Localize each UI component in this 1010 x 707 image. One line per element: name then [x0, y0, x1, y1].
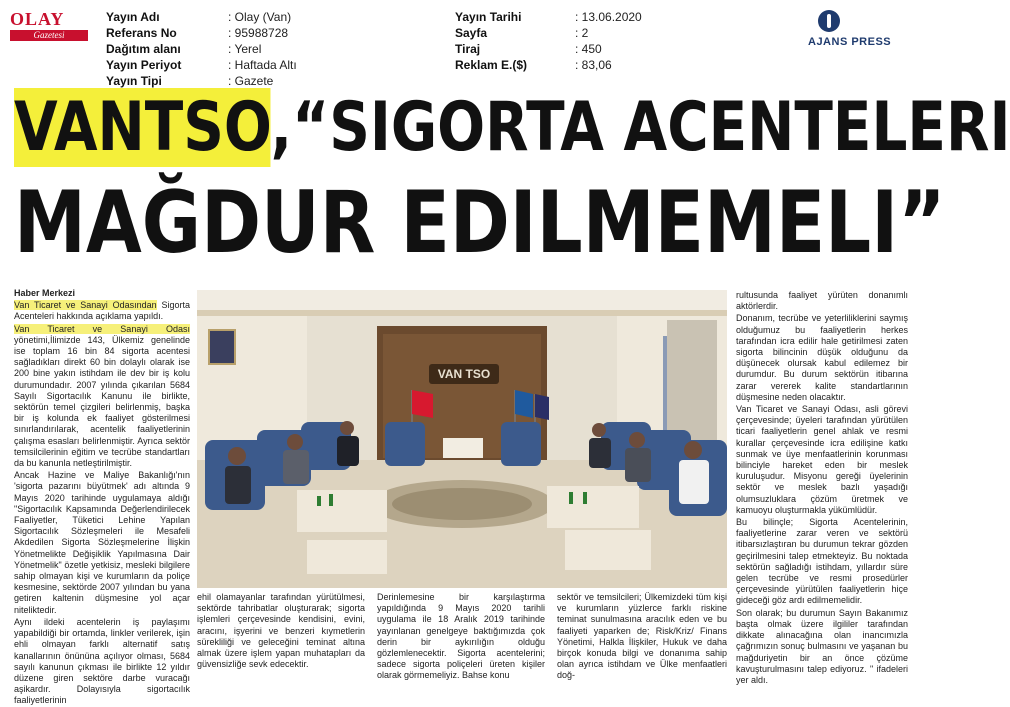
meta-value: : 95988728 — [228, 26, 289, 40]
logo-sub: Gazetesi — [10, 30, 88, 41]
article-column-left — [14, 288, 190, 706]
meta-label: Yayın Periyot — [106, 58, 182, 72]
meta-label: Tiraj — [455, 42, 481, 56]
meta-value: : Gazete — [228, 74, 274, 88]
meta-label: Sayfa — [455, 26, 488, 40]
paragraph: Van Ticaret ve Sanayi Odası, asli görevi çerçevesinde; üyeleri tarafından yürütülen ticari faaliyetlerin genel ahlak ve resmi kurallar çerçevesinde icra edilişine katkı sunmak ve üye menfaatlerinin korunması bilinciyle hareket eden bir meslek kuruluşudur. Misyonu gereği üyelerinin sektör ve meslek bazlı yaşadığı olumsuzluklara çözüm üretmek ve kamuoyu oluşturmakla yükümlüdür. — [736, 404, 908, 515]
headline-highlight: VANTSO — [14, 88, 271, 167]
paragraph: rultusunda faaliyet yürüten donanımlı aktörlerdir. — [736, 290, 908, 312]
meta-value: : 2 — [575, 26, 589, 40]
paragraph: Aynı ildeki acentelerin iş paylaşımı yapabildiği bir ortamda, linkler verilerek, işin ehli olmayan farklı alternatif satış kanallarının önününa açılıyor olması, 5684 sayılı kanunun çıkması ile birlikte 12 yıldır düzene giren sektöre darbe vuracağı aşikardır. Dolayısıyla sigortacılık faaliyetlerinin — [14, 616, 190, 706]
paragraph-text: Sigorta Acenteleri hakkında açıklama yapıldı. — [14, 300, 190, 322]
article-column-right — [736, 290, 908, 685]
logo-name: OLAY — [10, 9, 65, 29]
paragraph: Derinlemesine bir karşılaştırma yapıldığında 9 Mayıs 2020 tarihli uygulama ile 18 Aralık 2019 tarihinde yayınlanan genelgeye baktığımızda çok derin bir aykırılığın olduğu gözlemlenecektir. Sigorta acentelerini; sadece sigorta poliçeleri üreten kişiler olarak görmemeliyiz. Bahse konu — [377, 592, 545, 681]
meta-value: : 83,06 — [575, 58, 612, 72]
meta-value: : Haftada Altı — [228, 58, 297, 72]
byline: Haber Merkezi — [14, 288, 76, 298]
meta-value: : 13.06.2020 — [575, 10, 642, 24]
meta-label: Yayın Adı — [106, 10, 160, 24]
meeting-photo — [197, 290, 727, 588]
headline-line-1 — [14, 88, 1010, 167]
paragraph — [14, 324, 190, 470]
agency-mark-icon — [818, 10, 840, 32]
meta-label: Yayın Tarihi — [455, 10, 522, 24]
paragraph: Bu bilinçle; Sigorta Acentelerinin, faaliyetlerine zarar veren ve sektörü itibarsızlaştıran bu durumun tekrar gözden geçirilmesini talep etmekteyiz. Bu noktada sektörün sağladığı istihdam, yıllardır süre gelen tecrübe ve resmi prosedürler çerçevesinde yürütülen faaliyetlerin hiçe gideceği göz ardı edilmemelidir. — [736, 517, 908, 606]
paragraph: Ancak Hazine ve Maliye Bakanlığı'nın 'sigorta pazarını büyütmek' adı altında 9 Mayıs 2020 tarihinde uygulamaya aldığı "Sigortacılık Kapsamında Değerlendirilecek Faaliyetler, Tüketici Lehine Yapılan Sigortacılık Sözleşmeleri ile Mesafeli Akdedilen Sigorta Sözleşmelerine İlişkin Yönetmelikte Değişiklik Yapılmasına Dair Yönetmelik" özetle yetkisiz, mesleki bilgilere sahip olmayan kişi ve kurumların da poliçe kesmesine, sektörde 2007 yılından bu yana getiren kaltenin düşmesine yol açar niteliktedir. — [14, 470, 190, 615]
clipping-header — [0, 0, 920, 90]
paragraph: ehil olamayanlar tarafından yürütülmesi, sektörde tahribatlar oluşturarak; sigorta işlemleri çerçevesinde kendisini, evini, aracını, işyerini ve benzeri kıymetlerin sürekliliği ve geleceğini teminat altına almak üzere işlem yapan muhatapları da güvensizliğe sevk edecektir. — [197, 592, 365, 670]
highlighted-text: Van Ticaret ve Sanayi Odası — [14, 323, 190, 334]
meta-value: : Yerel — [228, 42, 262, 56]
article-column-b1 — [197, 592, 365, 678]
meta-label: Dağıtım alanı — [106, 42, 181, 56]
newspaper-logo — [10, 10, 88, 40]
wall-logo-text: VAN TSO — [437, 367, 491, 381]
article-column-b3 — [557, 592, 727, 681]
paragraph: sektör ve temsilcileri; Ülkemizdeki tüm kişi ve kurumların yüzlerce farklı riskine teminat sunulmasına aracılık eden ve bu faaliyeti yaparken de; Risk/Kriz/ Finans Yönetimi, Halkla İlişkiler, Hukuk ve daha birçok konuda bilgi ve donanıma sahip olan ayrıca istihdam ve Ülke menfaatleri doğ- — [557, 592, 727, 681]
agency-logo — [808, 10, 918, 50]
headline-line-2: MAĞDUR EDILMEMELI” — [14, 173, 946, 273]
headline-line-1-rest: ,“SIGORTA ACENTELERI — [270, 88, 1010, 167]
meta-value: : Olay (Van) — [228, 10, 292, 24]
article-column-b2 — [377, 592, 545, 681]
highlighted-text: Van Ticaret ve Sanayi Odasından — [14, 300, 157, 311]
paragraph: Son olarak; bu durumun Sayın Bakanımız başta olmak üzere ilgililer tarafından dikkate alınacağına olan inancımızla çağrımızın sonuç bulmasını ve yaşanan bu mağduriyetin bir an önce çözüme kavuşturulmasını talep ediyoruz. " ifadeleri yer aldı. — [736, 607, 908, 685]
meta-label: Referans No — [106, 26, 177, 40]
meta-value: : 450 — [575, 42, 602, 56]
paragraph: Donanım, tecrübe ve yeterliliklerini saymış olduğumuz bu faaliyetlerin herkes tarafından icra edilir hale getirilmesi zaten sigorta bilincinin düşük olduğunu da düşünecek olursak kabul edilemez bir durumdur. Bu durum sektörün itibarına zarar vererek kalite standartlarının düşmesine neden olacaktır. — [736, 313, 908, 402]
meta-label: Yayın Tipi — [106, 74, 162, 88]
paragraph-text: yönetimi,İlimizde 143, Ülkemiz genelinde ise toplam 16 bin 84 sigorta acentesi sağladıkları direkt 60 bin dolaylı olarak ise 200 bine yakın istihdam ile dev bir iş kolu durumundadır. 2007 yılında çıkarılan 5684 Sayılı Sigortacılık Kanunu ile birlikte, sektörün temel çizgileri belirlenmiş, başka bir iş kolunda ek faaliyet gösterilmesi sınırlandırılarak, acentelik faaliyetlerinin çalışma esasları belirlenmiştir. Ayrıca sektör temsilcilerinin eğitim ve tecrübe standartları da bu kanunla netleştirilmiştir. — [14, 334, 190, 469]
meta-label: Reklam E.($) — [455, 58, 528, 72]
paragraph — [14, 300, 190, 322]
meeting-photo-illustration — [197, 290, 727, 588]
agency-name: AJANS PRESS — [808, 36, 892, 48]
